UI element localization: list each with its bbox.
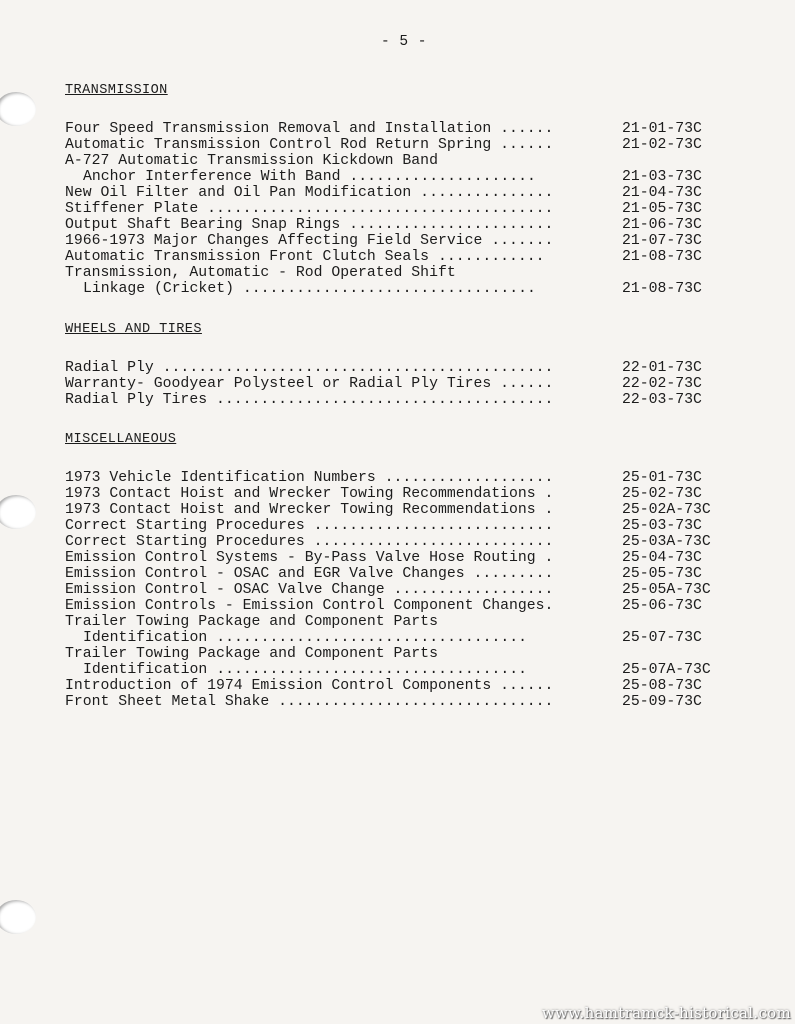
toc-entry — [65, 360, 725, 376]
entry-title: Stiffener Plate ....................................... — [65, 201, 554, 217]
entry-title: Emission Control - OSAC and EGR Valve Changes ......... — [65, 566, 554, 582]
toc-entry — [65, 550, 725, 566]
toc-entry — [65, 265, 725, 281]
bulletin-number: 21-02-73C — [622, 137, 702, 153]
entry-title: Identification ................................... — [83, 662, 527, 678]
entry-title: Automatic Transmission Front Clutch Seals ............ — [65, 249, 545, 265]
entry-title: 1973 Vehicle Identification Numbers ................... — [65, 470, 554, 486]
bulletin-number: 22-01-73C — [622, 360, 702, 376]
entry-title: Output Shaft Bearing Snap Rings ....................... — [65, 217, 554, 233]
toc-entry — [65, 502, 725, 518]
toc-entry — [65, 534, 725, 550]
bulletin-number: 21-05-73C — [622, 201, 702, 217]
entry-title: Trailer Towing Package and Component Parts — [65, 646, 438, 662]
entry-title: Linkage (Cricket) ................................. — [83, 281, 536, 297]
entry-title: Radial Ply Tires ...................................... — [65, 392, 554, 408]
bulletin-number: 25-02-73C — [622, 486, 702, 502]
toc-entry — [65, 694, 725, 710]
toc-entry — [65, 233, 725, 249]
bulletin-number: 25-07A-73C — [622, 662, 711, 678]
entry-title: Automatic Transmission Control Rod Return Spring ...... — [65, 137, 554, 153]
section-title: TRANSMISSION — [65, 83, 168, 98]
bulletin-number: 25-06-73C — [622, 598, 702, 614]
entry-title: New Oil Filter and Oil Pan Modification ............... — [65, 185, 554, 201]
punch-hole-bottom — [0, 900, 36, 934]
toc-entry — [65, 662, 725, 678]
toc-entry — [65, 582, 725, 598]
bulletin-number: 25-01-73C — [622, 470, 702, 486]
entry-title: 1973 Contact Hoist and Wrecker Towing Recommendations . — [65, 502, 554, 518]
entry-title: Warranty- Goodyear Polysteel or Radial Ply Tires ...... — [65, 376, 554, 392]
entry-list — [65, 121, 725, 297]
toc-entry — [65, 201, 725, 217]
bulletin-number: 25-03A-73C — [622, 534, 711, 550]
bulletin-number: 21-04-73C — [622, 185, 702, 201]
entry-title: Introduction of 1974 Emission Control Components ...... — [65, 678, 554, 694]
entry-list — [65, 360, 725, 408]
punch-hole-top — [0, 92, 36, 126]
bulletin-number: 25-05A-73C — [622, 582, 711, 598]
bulletin-number: 25-07-73C — [622, 630, 702, 646]
entry-title: Four Speed Transmission Removal and Installation ...... — [65, 121, 554, 137]
entry-title: 1973 Contact Hoist and Wrecker Towing Recommendations . — [65, 486, 554, 502]
bulletin-number: 21-06-73C — [622, 217, 702, 233]
bulletin-number: 25-09-73C — [622, 694, 702, 710]
bulletin-number: 21-08-73C — [622, 249, 702, 265]
section-transmission — [65, 83, 725, 297]
bulletin-number: 21-01-73C — [622, 121, 702, 137]
toc-entry — [65, 376, 725, 392]
entry-title: Radial Ply ............................................ — [65, 360, 554, 376]
bulletin-number: 21-03-73C — [622, 169, 702, 185]
toc-entry — [65, 169, 725, 185]
toc-entry — [65, 470, 725, 486]
toc-entry — [65, 646, 725, 662]
entry-title: Emission Control - OSAC Valve Change .................. — [65, 582, 554, 598]
bulletin-number: 25-05-73C — [622, 566, 702, 582]
entry-title: A-727 Automatic Transmission Kickdown Band — [65, 153, 438, 169]
punch-hole-middle — [0, 495, 36, 529]
bulletin-number: 25-02A-73C — [622, 502, 711, 518]
entry-title: 1966-1973 Major Changes Affecting Field Service ....... — [65, 233, 554, 249]
entry-title: Correct Starting Procedures ........................... — [65, 518, 554, 534]
toc-entry — [65, 518, 725, 534]
toc-entry — [65, 137, 725, 153]
toc-entry — [65, 486, 725, 502]
entry-title: Front Sheet Metal Shake ............................... — [65, 694, 554, 710]
bulletin-number: 22-03-73C — [622, 392, 702, 408]
section-title: MISCELLANEOUS — [65, 432, 177, 447]
bulletin-number: 22-02-73C — [622, 376, 702, 392]
section-wheels-and-tires — [65, 322, 725, 408]
bulletin-number: 25-04-73C — [622, 550, 702, 566]
entry-title: Emission Controls - Emission Control Component Changes. — [65, 598, 554, 614]
entry-title: Trailer Towing Package and Component Parts — [65, 614, 438, 630]
toc-entry — [65, 217, 725, 233]
toc-entry — [65, 153, 725, 169]
entry-title: Emission Control Systems - By-Pass Valve Hose Routing . — [65, 550, 554, 566]
entry-list — [65, 470, 725, 710]
toc-entry — [65, 630, 725, 646]
toc-entry — [65, 566, 725, 582]
page-number: - 5 - — [381, 34, 428, 50]
toc-entry — [65, 121, 725, 137]
bulletin-number: 21-08-73C — [622, 281, 702, 297]
watermark: www.hamtramck-historical.com — [541, 1004, 791, 1022]
toc-entry — [65, 249, 725, 265]
bulletin-number: 21-07-73C — [622, 233, 702, 249]
toc-entry — [65, 281, 725, 297]
toc-entry — [65, 185, 725, 201]
bulletin-number: 25-03-73C — [622, 518, 702, 534]
toc-entry — [65, 598, 725, 614]
section-title: WHEELS AND TIRES — [65, 322, 202, 337]
entry-title: Transmission, Automatic - Rod Operated Shift — [65, 265, 456, 281]
toc-entry — [65, 678, 725, 694]
section-miscellaneous — [65, 432, 725, 710]
toc-entry — [65, 392, 725, 408]
bulletin-number: 25-08-73C — [622, 678, 702, 694]
entry-title: Anchor Interference With Band ..................... — [83, 169, 536, 185]
entry-title: Correct Starting Procedures ........................... — [65, 534, 554, 550]
entry-title: Identification ................................... — [83, 630, 527, 646]
toc-entry — [65, 614, 725, 630]
